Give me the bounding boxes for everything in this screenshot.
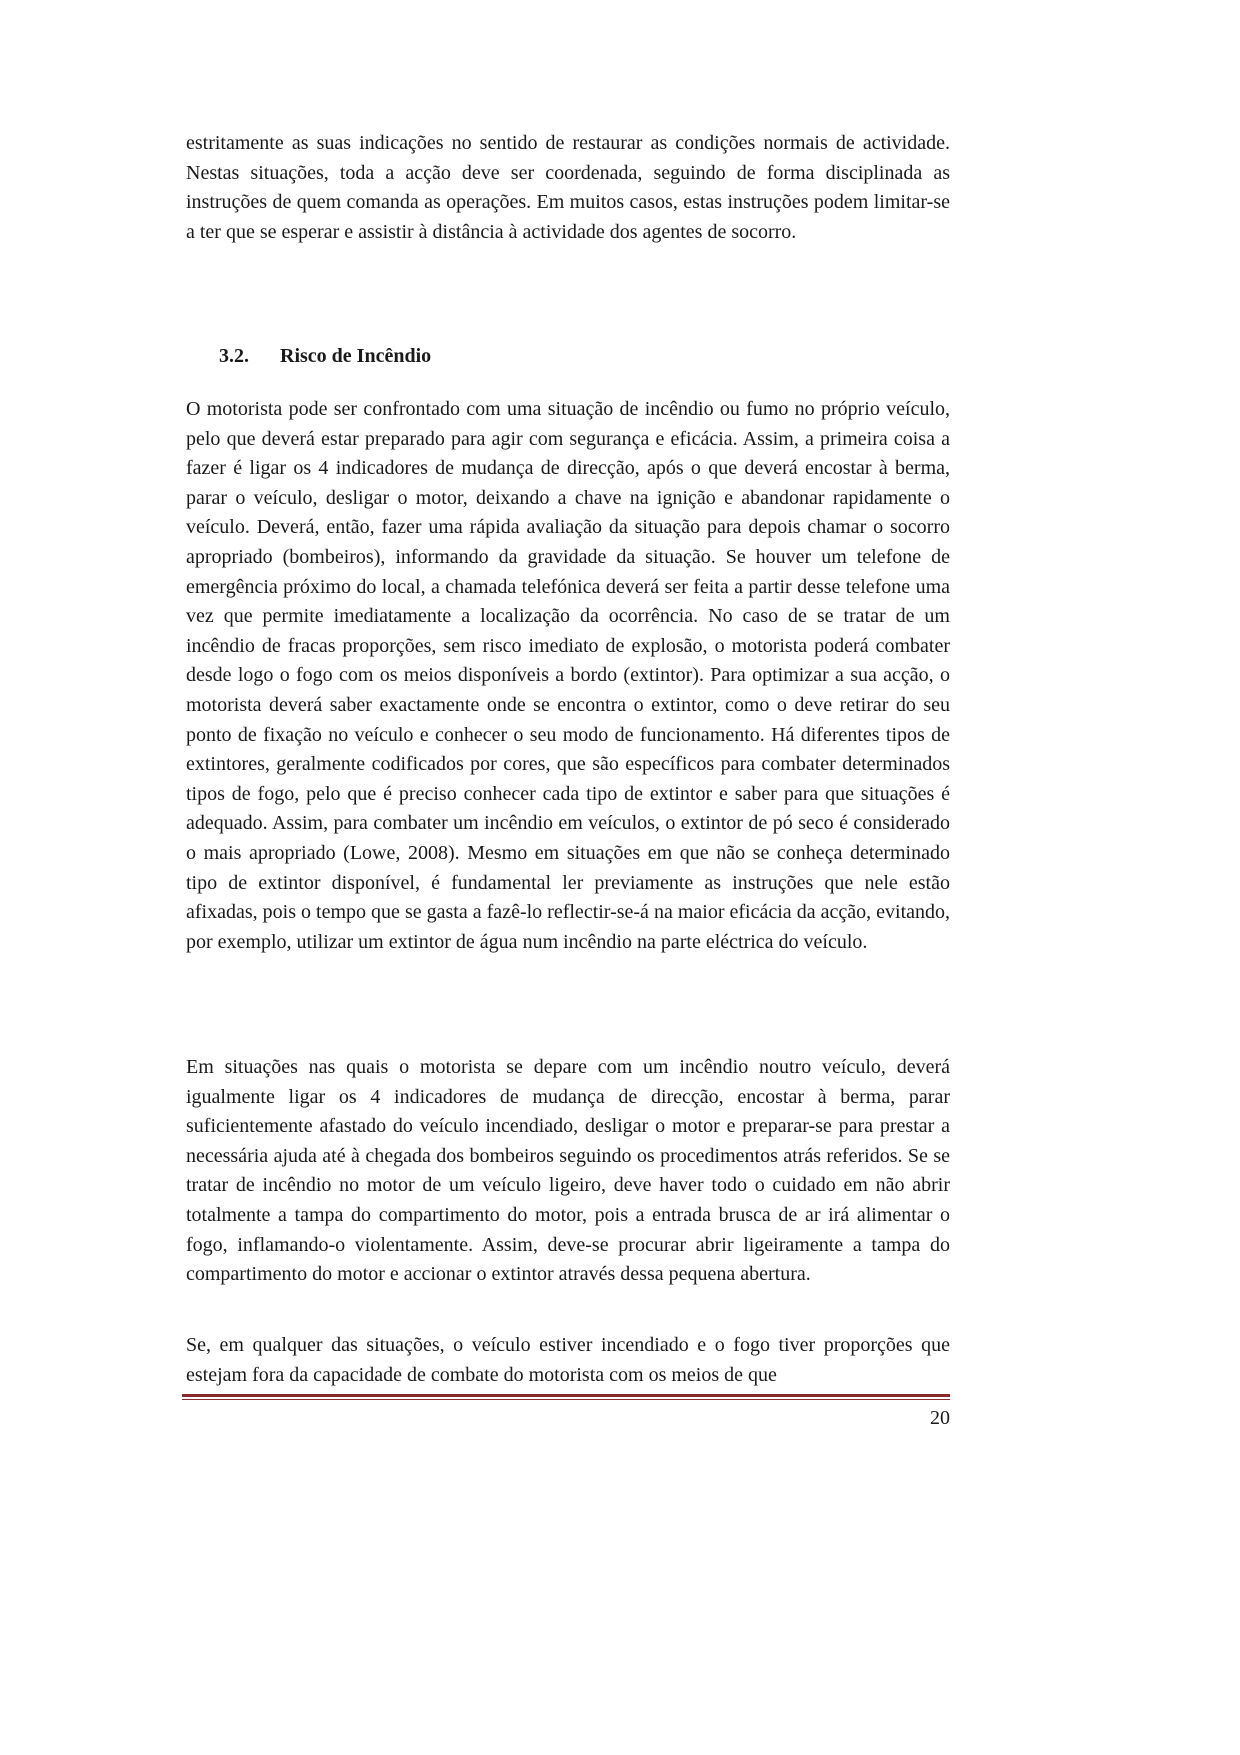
footer-rule-thin [182,1399,950,1400]
intro-paragraph: estritamente as suas indicações no sentido de restaurar as condições normais de actividade. Nestas situações, toda a acção deve ser coordenada, seguindo de forma disciplinada as instruções de quem comanda as operações. Em muitos casos, estas instruções podem limitar-se a ter que se esperar e assistir à distância à actividade dos agentes de socorro. [186,132,950,243]
body-paragraph-1: O motorista pode ser confrontado com uma situação de incêndio ou fumo no próprio veículo, pelo que deverá estar preparado para agir com segurança e eficácia. Assim, a primeira coisa a fazer é ligar os 4 indicadores de mudança de direcção, após o que deverá encostar à berma, parar o veículo, desligar o motor, deixando a chave na ignição e abandonar rapidamente o veículo. Deverá, então, fazer uma rápida avaliação da situação para depois chamar o socorro apropriado (bombeiros), informando da gravidade da situação. Se houver um telefone de emergência próximo do local, a chamada telefónica deverá ser feita a partir desse telefone uma vez que permite imediatamente a localização da ocorrência. No caso de se tratar de um incêndio de fracas proporções, sem risco imediato de explosão, o motorista poderá combater desde logo o fogo com os meios disponíveis a bordo (extintor). Para optimizar a sua acção, o motorista deverá saber exactamente onde se encontra o extintor, como o deve retirar do seu ponto de fixação no veículo e conhecer o seu modo de funcionamento. Há diferentes tipos de extintores, geralmente codificados por cores, que são específicos para combater determinados tipos de fogo, pelo que é preciso conhecer cada tipo de extintor e saber para que situações é adequado. Assim, para combater um incêndio em veículos, o extintor de pó seco é considerado o mais apropriado (Lowe, 2008). Mesmo em situações em que não se conheça determinado tipo de extintor disponível, é fundamental ler previamente as instruções que nele estão afixadas, pois o tempo que se gasta a fazê-lo reflectir-se-á na maior eficácia da acção, evitando, por exemplo, utilizar um extintor de água num incêndio na parte eléctrica do veículo. [186,398,950,953]
section-title: Risco de Incêndio [280,345,432,367]
section-heading [219,342,431,371]
body-paragraph-2: Em situações nas quais o motorista se depare com um incêndio noutro veículo, deverá igualmente ligar os 4 indicadores de mudança de direcção, encostar à berma, parar suficientemente afastado do veículo incendiado, desligar o motor e preparar-se para prestar a necessária ajuda até à chegada dos bombeiros seguindo os procedimentos atrás referidos. Se se tratar de incêndio no motor de um veículo ligeiro, deve haver todo o cuidado em não abrir totalmente a tampa do compartimento do motor, pois a entrada brusca de ar irá alimentar o fogo, inflamando-o violentamente. Assim, deve-se procurar abrir ligeiramente a tampa do compartimento do motor e accionar o extintor através dessa pequena abertura. [186,1056,950,1286]
body-paragraph-3: Se, em qualquer das situações, o veículo estiver incendiado e o fogo tiver proporções que estejam fora da capacidade de combate do motorista com os meios de que [186,1334,950,1386]
footer-rule-thick [182,1394,950,1397]
section-number: 3.2. [219,345,249,367]
page-number: 20 [930,1407,950,1429]
